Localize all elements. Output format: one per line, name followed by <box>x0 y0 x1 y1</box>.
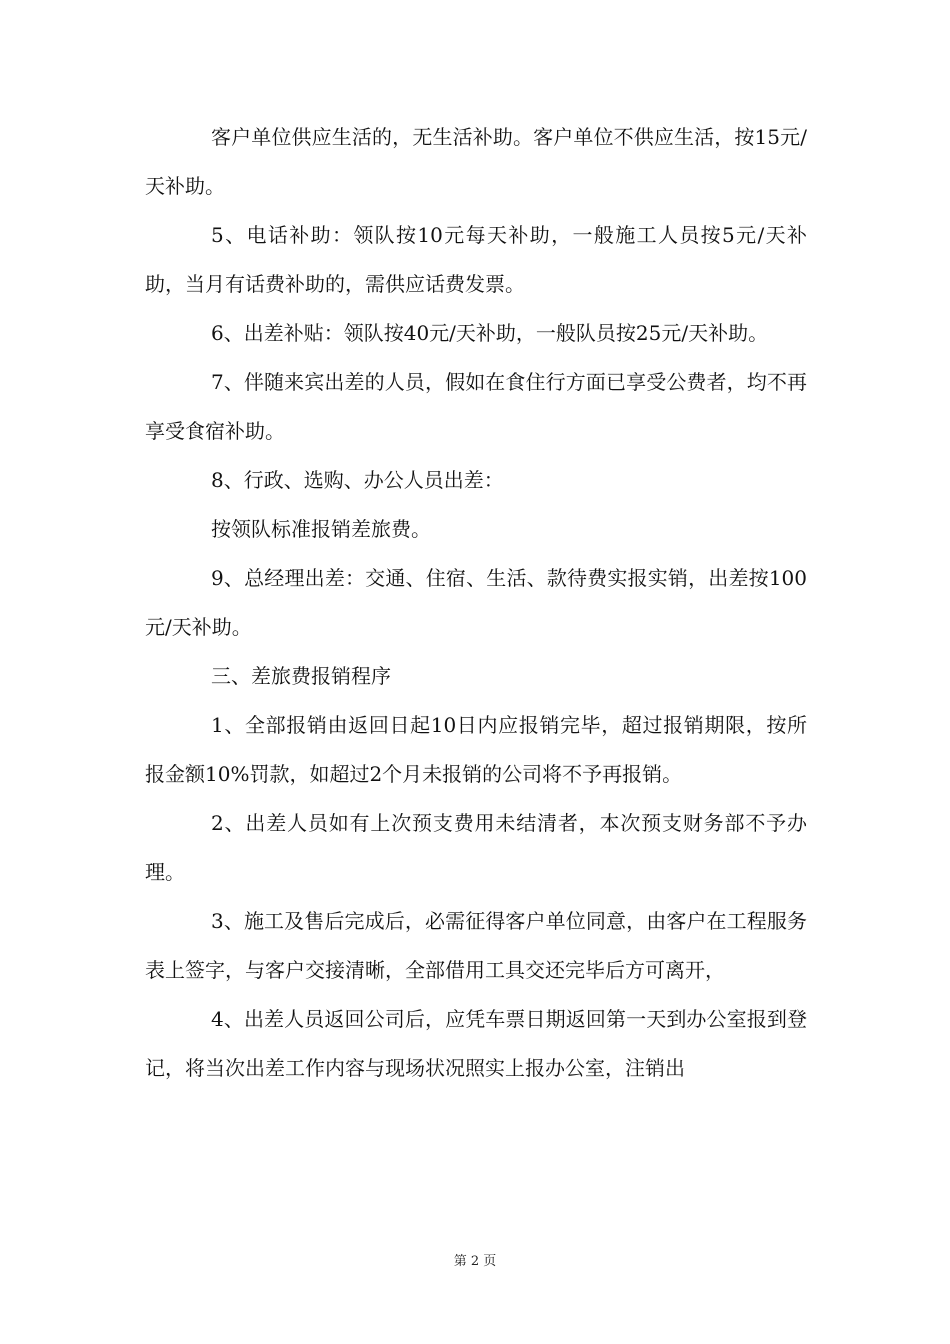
paragraph-admin-standard: 按领队标准报销差旅费。 <box>211 517 431 541</box>
paragraph-customer-signoff: 3、施工及售后完成后，必需征得客户单位同意，由客户在工程服务表上签字，与客户交接清晰，全部借用工具交还完毕后方可离开， <box>145 909 807 982</box>
paragraph-travel-allowance: 6、出差补贴：领队按40元/天补助，一般队员按25元/天补助。 <box>211 321 769 345</box>
paragraph-meal-subsidy: 客户单位供应生活的，无生活补助。客户单位不供应生活，按15元/天补助。 <box>145 125 807 198</box>
paragraph-advance-payment: 2、出差人员如有上次预支费用未结清者，本次预支财务部不予办理。 <box>145 811 807 884</box>
page-number-footer: 第 2 页 <box>453 1254 497 1269</box>
paragraph-reimbursement-deadline: 1、全部报销由返回日起10日内应报销完毕，超过报销期限，按所报金额10%罚款，如超过2个月未报销的公司将不予再报销。 <box>145 713 807 786</box>
paragraph-general-manager: 9、总经理出差：交通、住宿、生活、款待费实报实销，出差按100元/天补助。 <box>145 566 807 639</box>
section-heading-reimbursement: 三、差旅费报销程序 <box>211 664 391 688</box>
paragraph-return-report: 4、出差人员返回公司后，应凭车票日期返回第一天到办公室报到登记，将当次出差工作内容与现场状况照实上报办公室，注销出 <box>145 1007 807 1080</box>
document-body <box>145 113 807 1093</box>
paragraph-phone-subsidy: 5、电话补助：领队按10元每天补助，一般施工人员按5元/天补助，当月有话费补助的，需供应话费发票。 <box>145 223 807 296</box>
paragraph-admin-staff: 8、行政、选购、办公人员出差： <box>211 468 504 492</box>
paragraph-accompanying-staff: 7、伴随来宾出差的人员，假如在食住行方面已享受公费者，均不再享受食宿补助。 <box>145 370 807 443</box>
